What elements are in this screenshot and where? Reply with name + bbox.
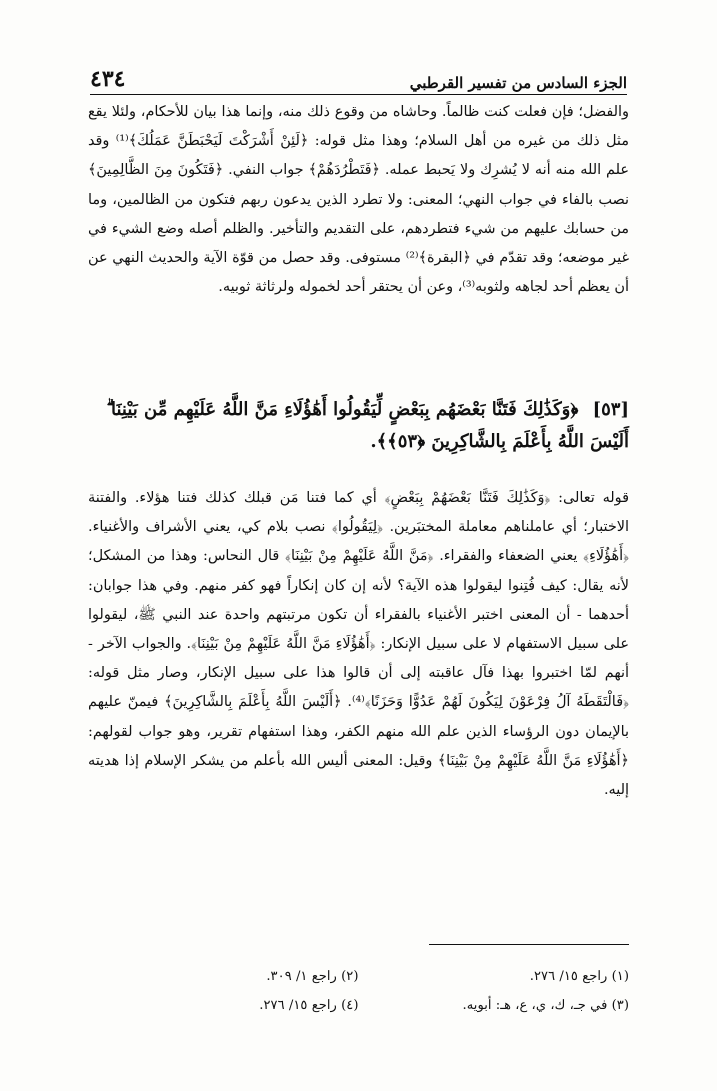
commentary-paragraph-1 bbox=[88, 98, 629, 302]
verse-number: [٥٣] bbox=[592, 399, 629, 420]
footnote-3: (٣) في جـ، ك، ي، ع، هـ: أبويه. bbox=[462, 998, 629, 1013]
footnotes bbox=[88, 962, 629, 1020]
footnote-2: (٢) راجع ١/ ٣٠٩. bbox=[266, 969, 359, 984]
commentary-paragraph-2 bbox=[88, 484, 629, 805]
commentary-text: والفضل؛ فإن فعلت كنت ظالماً. وحاشاه من وقوع ذلك منه، وإنما هذا بيان للأحكام، ولئلا يقع مثل ذلك من غيره من أهل السلام؛ وهذا مثل قوله: ﴿لَئِنْ أَشْرَكْتَ لَيَحْبَطَنَّ عَمَلُكَ﴾⁽¹⁾ وقد علم الله منه أنه لا يُشرِك ولا يَحبط عمله. ﴿فَتَطْرُدَهُمْ﴾ جواب النفي. ﴿فَتَكُونَ مِنَ الظَّالِمِينَ﴾ نصب بالفاء في جواب النهي؛ المعنى: ولا تطرد الذين يدعون ربهم فتكون من الظالمين، وما من حسابك عليهم من شيء فتطردهم، على التقديم والتأخير. والظلم أصله وضع الشيء في غير موضعه؛ وقد تقدّم في ﴿البقرة﴾⁽²⁾ مستوفى. وقد حصل من قوّة الآية والحديث النهي عن أن يعظم أحد لجاهه ولثوبه⁽³⁾، وعن أن يحتقر أحد لخموله ولرثاثة ثوبيه. bbox=[88, 104, 629, 296]
page-header bbox=[90, 58, 627, 92]
verse-text: ﴿وَكَذَٰلِكَ فَتَنَّا بَعْضَهُم بِبَعْضٍ لِّيَقُولُوا أَهَٰؤُلَاءِ مَنَّ اللَّهُ عَلَيْهِم مِّن بَيْنِنَا ۗ أَلَيْسَ اللَّهُ بِأَعْلَمَ بِالشَّاكِرِينَ ﴿٥٣﴾﴾. bbox=[106, 399, 629, 452]
footnote-4: (٤) راجع ١٥/ ٢٧٦. bbox=[259, 998, 359, 1013]
running-title: الجزء السادس من تفسير القرطبي bbox=[409, 74, 627, 92]
commentary-text: قوله تعالى: ﴿وَكَذَٰلِكَ فَتَنَّا بَعْضَهُمْ بِبَعْضٍ﴾ أي كما فتنا مَن قبلك كذلك فتنا هؤلاء. والفتنة الاختبار؛ أي عاملناهم معاملة المختبَرين. ﴿لِيَقُولُوا﴾ نصب بلام كي، يعني الأشراف والأغنياء. ﴿أَهَٰؤُلَاءِ﴾ يعني الضعفاء والفقراء. ﴿مَنَّ اللَّهُ عَلَيْهِمْ مِنْ بَيْنِنَا﴾ قال النحاس: وهذا من المشكل؛ لأنه يقال: كيف فُتِنوا ليقولوا هذه الآية؟ لأنه إن كان إنكاراً فهو كفر منهم. وفي هذا جوابان: أحدهما - أن المعنى اختبر الأغنياء بالفقراء أن تكون مرتبتهم واحدة عند النبي ﷺ، ليقولوا على سبيل الاستفهام لا على سبيل الإنكار: ﴿أَهَٰؤُلَاءِ مَنَّ اللَّهُ عَلَيْهِمْ مِنْ بَيْنِنَا﴾. والجواب الآخر - أنهم لمّا اختبروا بهذا فآل عاقبته إلى أن قالوا هذا على سبيل الإنكار، وصار مثل قوله: ﴿فَالْتَقَطَهُ آلُ فِرْعَوْنَ لِيَكُونَ لَهُمْ عَدُوًّا وَحَزَنًا﴾⁽⁴⁾. ﴿أَلَيْسَ اللَّهُ بِأَعْلَمَ بِالشَّاكِرِينَ﴾ فيمنّ عليهم بالإيمان دون الرؤساء الذين علم الله منهم الكفر، وهذا استفهام تقرير، وهو جواب لقولهم: ﴿أَهَٰؤُلَاءِ مَنَّ اللَّهُ عَلَيْهِمْ مِنْ بَيْنِنَا﴾ وقيل: المعنى أليس الله بأعلم من يشكر الإسلام إذا هديته إليه. bbox=[88, 490, 629, 799]
footnote-rule bbox=[429, 944, 629, 945]
header-rule bbox=[90, 94, 627, 95]
footnote-row bbox=[88, 962, 629, 991]
page-number: ٤٣٤ bbox=[90, 66, 126, 92]
footnote-1: (١) راجع ١٥/ ٢٧٦. bbox=[529, 969, 629, 984]
footnote-row bbox=[88, 991, 629, 1020]
quran-verse-heading bbox=[88, 394, 629, 458]
